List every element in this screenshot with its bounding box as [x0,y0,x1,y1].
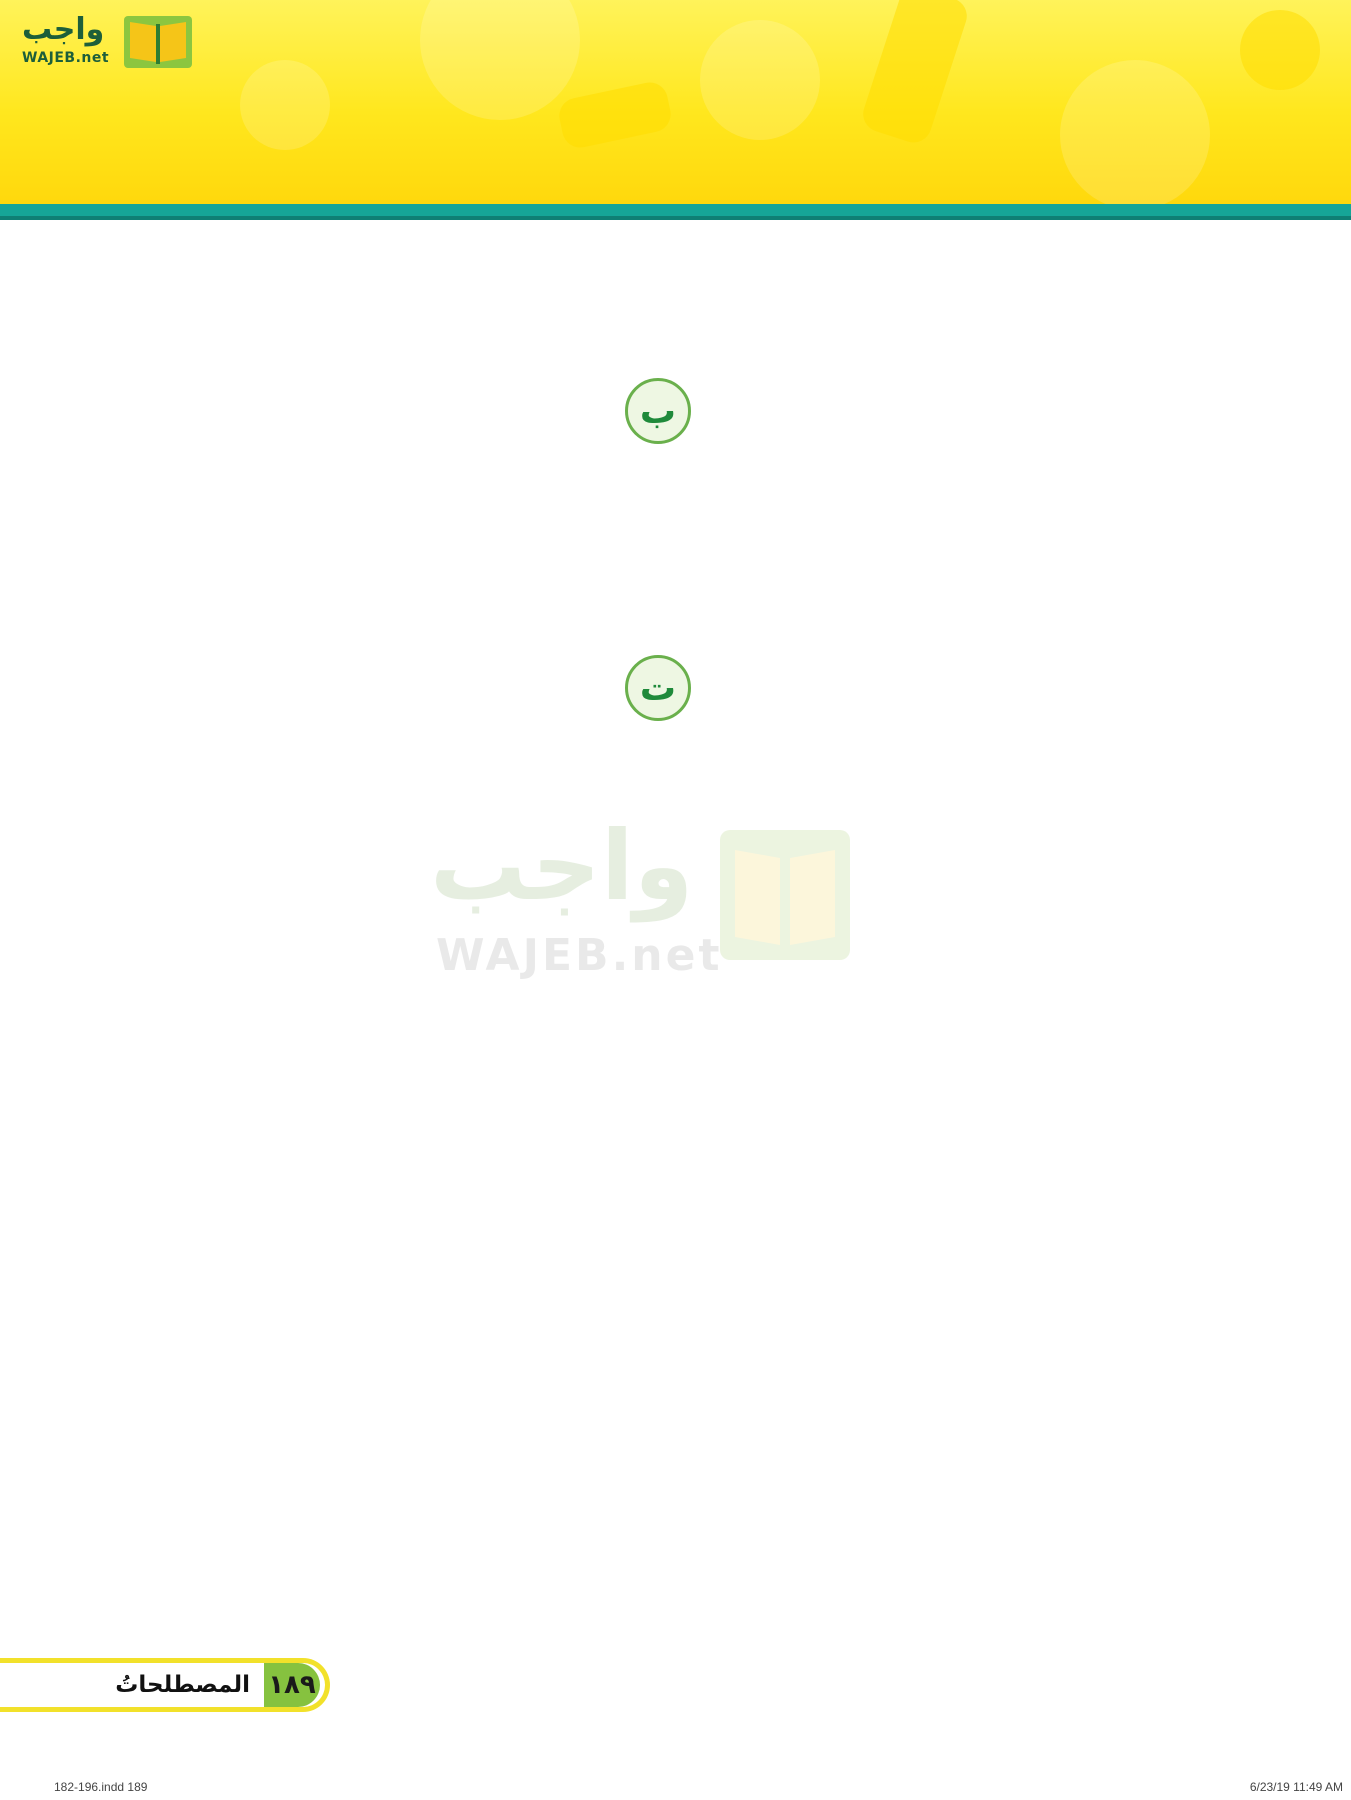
decor-circle [240,60,330,150]
header-divider-line [0,216,1351,220]
header-divider [0,204,1351,216]
book-icon [122,10,194,70]
watermark-word: واجب [430,810,694,922]
watermark-book-icon [710,820,860,970]
decor-shape [556,79,674,151]
decor-circle [420,0,580,120]
wajeb-logo[interactable] [10,10,190,70]
watermark [430,810,790,990]
footer-section-label: المصطلحاتُ [115,1672,250,1698]
print-file-info: 182-196.indd 189 [54,1780,148,1794]
decor-circle [700,20,820,140]
decor-shape [1240,10,1320,90]
header-banner [0,0,1351,204]
print-timestamp: 6/23/19 11:49 AM [1249,1780,1343,1794]
section-letter-badge: ت [625,655,691,721]
decor-shape [859,0,972,147]
page-number: ١٨٩ [264,1663,320,1707]
watermark-subtitle: WAJEB.net [436,930,723,981]
logo-word: واجب [22,12,105,47]
logo-subtitle: WAJEB.net [22,50,110,66]
decor-circle [1060,60,1210,204]
section-letter-badge: ب [625,378,691,444]
